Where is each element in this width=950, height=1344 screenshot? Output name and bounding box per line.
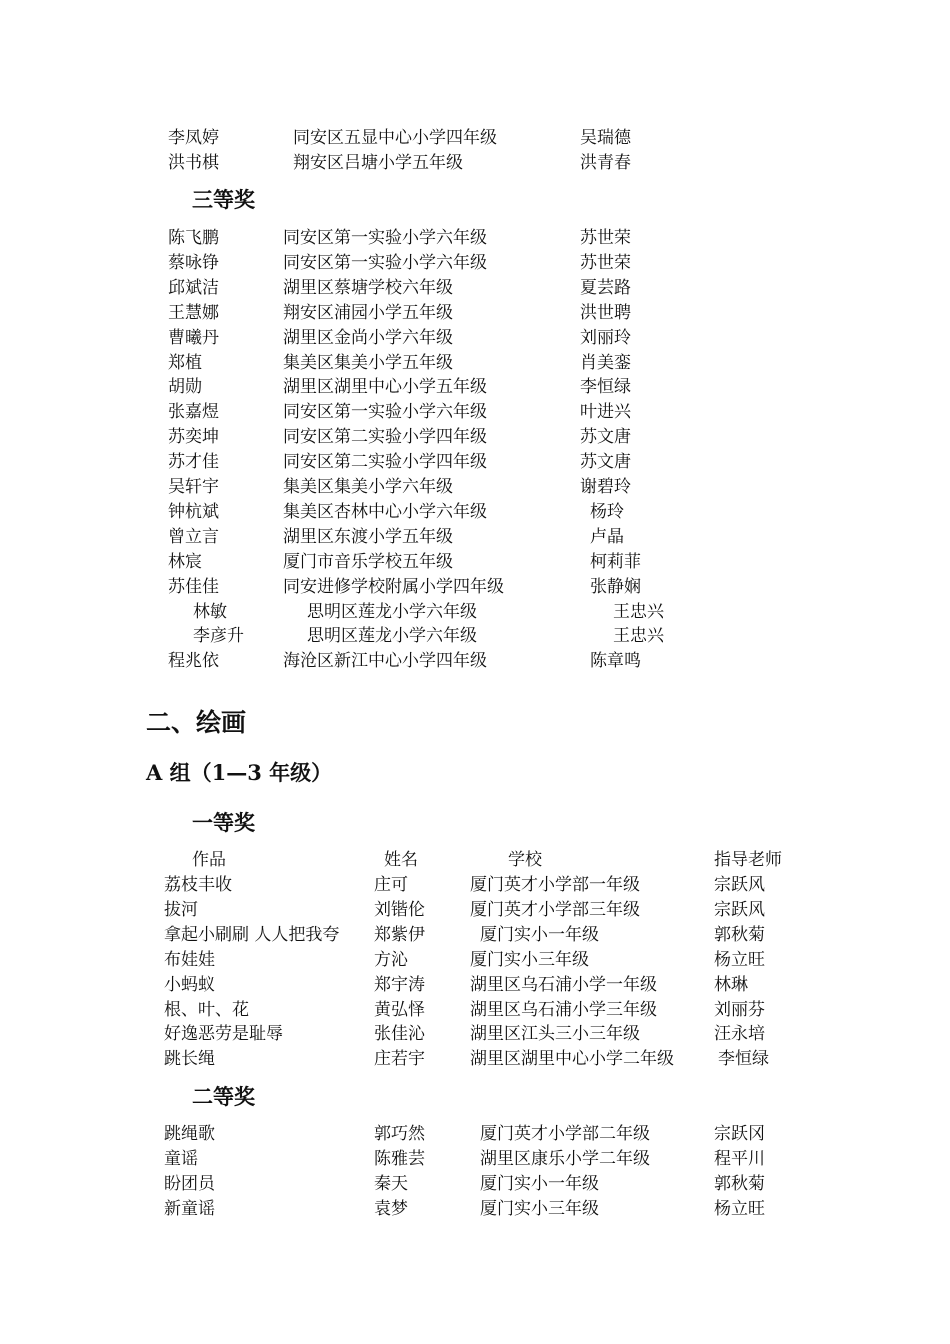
group-title: A 组（1—3 年级） [146, 760, 333, 785]
school-name: 集美区集美小学五年级 [283, 352, 453, 373]
student-name: 张嘉煜 [168, 402, 219, 423]
school-name: 同安进修学校附属小学四年级 [283, 576, 504, 597]
work-title: 荔枝丰收 [164, 875, 232, 895]
teacher-name: 杨立旺 [714, 1198, 765, 1219]
teacher-name: 卢晶 [590, 526, 624, 547]
table-row [0, 550, 950, 575]
table-row [0, 1122, 950, 1147]
teacher-name: 陈章鸣 [590, 651, 641, 672]
teacher-name: 刘丽芬 [714, 999, 765, 1020]
student-name: 曹曦丹 [168, 327, 219, 348]
header-school: 学校 [508, 850, 542, 870]
school-name: 湖里区乌石浦小学一年级 [470, 974, 657, 995]
table-row [0, 400, 950, 425]
teacher-name: 汪永培 [714, 1024, 765, 1045]
table-row [0, 923, 950, 948]
table-row [0, 475, 950, 500]
school-name: 厦门实小一年级 [480, 1173, 599, 1194]
work-title: 小蚂蚁 [164, 974, 215, 995]
teacher-name: 程平川 [714, 1148, 765, 1169]
second-prize-heading: 二等奖 [192, 1084, 255, 1109]
table-row [0, 126, 950, 151]
teacher-name: 杨玲 [590, 501, 624, 522]
teacher-name: 杨立旺 [714, 949, 765, 970]
school-name: 湖里区蔡塘学校六年级 [283, 277, 453, 298]
student-name: 庄若宇 [374, 1049, 425, 1070]
table-row [0, 351, 950, 376]
table-row [0, 948, 950, 973]
student-name: 陈雅芸 [374, 1148, 425, 1169]
school-name: 海沧区新江中心小学四年级 [283, 651, 487, 672]
first-prize-heading: 一等奖 [192, 810, 255, 835]
teacher-name: 夏芸路 [580, 277, 631, 298]
teacher-name: 谢碧玲 [580, 477, 631, 497]
school-name: 同安区五显中心小学四年级 [293, 128, 497, 148]
table-row [0, 624, 950, 649]
teacher-name: 叶进兴 [580, 402, 631, 423]
table-row [0, 301, 950, 326]
student-name: 王慧娜 [168, 302, 219, 323]
table-row [0, 1022, 950, 1047]
student-name: 胡勋 [168, 377, 202, 398]
student-name: 程兆依 [168, 651, 219, 672]
table-row [0, 1197, 950, 1222]
table-row [0, 450, 950, 475]
teacher-name: 李恒绿 [580, 377, 631, 398]
student-name: 苏才佳 [168, 452, 219, 473]
header-teacher: 指导老师 [714, 850, 782, 870]
table-row [0, 898, 950, 923]
school-name: 湖里区金尚小学六年级 [283, 327, 453, 348]
header-name: 姓名 [384, 850, 418, 870]
table-header-row [0, 848, 950, 873]
student-name: 李彦升 [193, 626, 244, 647]
table-row [0, 226, 950, 251]
student-name: 蔡咏铮 [168, 252, 219, 273]
work-title: 根、叶、花 [164, 999, 249, 1020]
teacher-name: 郭秋菊 [714, 1173, 765, 1194]
table-row [0, 375, 950, 400]
table-row [0, 525, 950, 550]
work-title: 布娃娃 [164, 949, 215, 970]
table-row [0, 1172, 950, 1197]
student-name: 洪书棋 [168, 153, 219, 173]
third-prize-heading: 三等奖 [192, 187, 255, 212]
table-row [0, 1147, 950, 1172]
school-name: 湖里区湖里中心小学二年级 [470, 1049, 674, 1070]
work-title: 好逸恶劳是耻辱 [164, 1024, 283, 1045]
table-row [0, 276, 950, 301]
school-name: 厦门实小三年级 [470, 949, 589, 970]
teacher-name: 李恒绿 [718, 1049, 769, 1070]
teacher-name: 刘丽玲 [580, 327, 631, 348]
school-name: 厦门英才小学部一年级 [470, 875, 640, 895]
school-name: 湖里区东渡小学五年级 [283, 526, 453, 547]
school-name: 厦门实小一年级 [480, 924, 599, 945]
work-title: 新童谣 [164, 1198, 215, 1219]
teacher-name: 宗跃风 [714, 875, 765, 895]
student-name: 李凤婷 [168, 128, 219, 148]
student-name: 郑宇涛 [374, 974, 425, 995]
table-row [0, 326, 950, 351]
teacher-name: 吴瑞德 [580, 128, 631, 148]
student-name: 方沁 [374, 949, 408, 970]
teacher-name: 王忠兴 [613, 601, 664, 622]
student-name: 苏奕坤 [168, 427, 219, 448]
work-title: 童谣 [164, 1148, 198, 1169]
work-title: 拿起小刷刷 人人把我夸 [164, 924, 340, 945]
table-row [0, 500, 950, 525]
table-row [0, 151, 950, 176]
student-name: 钟杭斌 [168, 501, 219, 522]
teacher-name: 苏文唐 [580, 452, 631, 473]
school-name: 同安区第一实验小学六年级 [283, 402, 487, 423]
school-name: 厦门实小三年级 [480, 1198, 599, 1219]
student-name: 郭巧然 [374, 1124, 425, 1144]
table-row [0, 575, 950, 600]
table-row [0, 649, 950, 674]
table-row [0, 973, 950, 998]
student-name: 苏佳佳 [168, 576, 219, 597]
header-work: 作品 [192, 850, 226, 870]
teacher-name: 苏世荣 [580, 252, 631, 273]
student-name: 林敏 [193, 601, 227, 622]
teacher-name: 王忠兴 [613, 626, 664, 647]
student-name: 袁梦 [374, 1198, 408, 1219]
student-name: 庄可 [374, 875, 408, 895]
table-row [0, 425, 950, 450]
work-title: 盼团员 [164, 1173, 215, 1194]
work-title: 拔河 [164, 899, 198, 920]
school-name: 集美区杏林中心小学六年级 [283, 501, 487, 522]
teacher-name: 张静娴 [590, 576, 641, 597]
teacher-name: 苏世荣 [580, 228, 631, 248]
school-name: 同安区第一实验小学六年级 [283, 228, 487, 248]
student-name: 林宸 [168, 551, 202, 572]
school-name: 厦门市音乐学校五年级 [283, 551, 453, 572]
student-name: 黄弘怿 [374, 999, 425, 1020]
school-name: 翔安区吕塘小学五年级 [293, 153, 463, 173]
student-name: 陈飞鹏 [168, 228, 219, 248]
teacher-name: 洪世聘 [580, 302, 631, 323]
student-name: 曾立言 [168, 526, 219, 547]
school-name: 翔安区浦园小学五年级 [283, 302, 453, 323]
student-name: 秦天 [374, 1173, 408, 1194]
student-name: 吴轩宇 [168, 477, 219, 497]
student-name: 郑紫伊 [374, 924, 425, 945]
work-title: 跳绳歌 [164, 1124, 215, 1144]
teacher-name: 郭秋菊 [714, 924, 765, 945]
table-row [0, 998, 950, 1023]
section-title: 二、绘画 [146, 708, 247, 737]
school-name: 湖里区湖里中心小学五年级 [283, 377, 487, 398]
school-name: 集美区集美小学六年级 [283, 477, 453, 497]
school-name: 同安区第二实验小学四年级 [283, 452, 487, 473]
school-name: 湖里区江头三小三年级 [470, 1024, 640, 1045]
teacher-name: 林琳 [714, 974, 748, 995]
school-name: 思明区莲龙小学六年级 [307, 601, 477, 622]
school-name: 同安区第二实验小学四年级 [283, 427, 487, 448]
school-name: 湖里区康乐小学二年级 [480, 1148, 650, 1169]
school-name: 同安区第一实验小学六年级 [283, 252, 487, 273]
work-title: 跳长绳 [164, 1049, 215, 1070]
teacher-name: 肖美銮 [580, 352, 631, 373]
table-row [0, 873, 950, 898]
school-name: 思明区莲龙小学六年级 [307, 626, 477, 647]
student-name: 张佳沁 [374, 1024, 425, 1045]
teacher-name: 柯莉菲 [590, 551, 641, 572]
teacher-name: 苏文唐 [580, 427, 631, 448]
school-name: 湖里区乌石浦小学三年级 [470, 999, 657, 1020]
table-row [0, 251, 950, 276]
table-row [0, 1047, 950, 1072]
teacher-name: 洪青春 [580, 153, 631, 173]
student-name: 邱斌洁 [168, 277, 219, 298]
table-row [0, 600, 950, 625]
school-name: 厦门英才小学部二年级 [480, 1124, 650, 1144]
school-name: 厦门英才小学部三年级 [470, 899, 640, 920]
student-name: 郑植 [168, 352, 202, 373]
teacher-name: 宗跃风 [714, 899, 765, 920]
teacher-name: 宗跃冈 [714, 1124, 765, 1144]
student-name: 刘锴伦 [374, 899, 425, 920]
